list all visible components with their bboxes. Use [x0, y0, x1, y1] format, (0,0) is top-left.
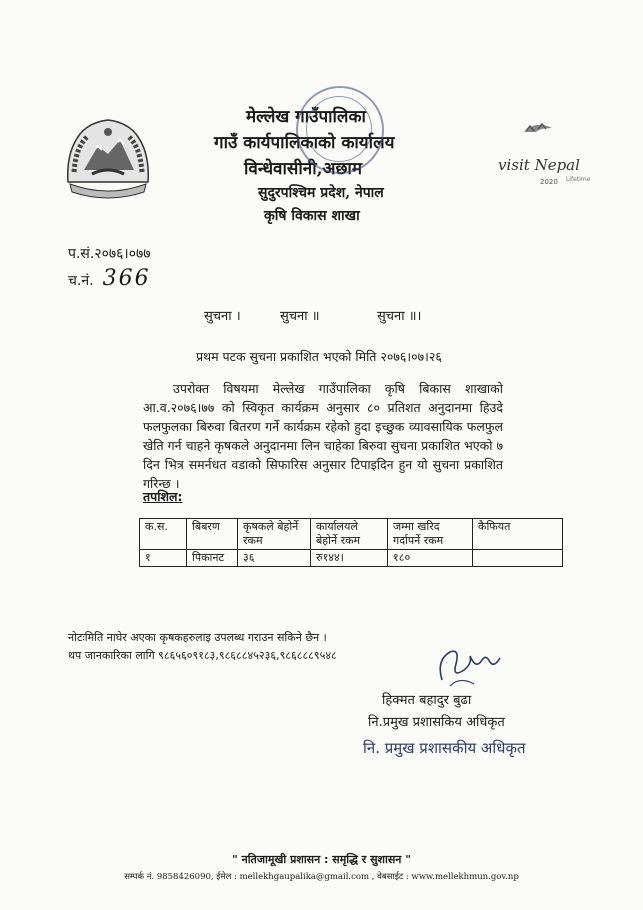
dispatch-number: च.नं. 366: [68, 266, 151, 291]
table-row: [140, 550, 563, 567]
office-section: कृषि विकास शाखा: [264, 208, 360, 224]
signatory-stamp: नि. प्रमुख प्रशासकीय अधिकृत: [363, 739, 526, 757]
office-name: मेल्लेख गाउँपालिका: [246, 107, 366, 127]
nepal-emblem: [58, 112, 158, 200]
notice-body: उपरोक्त विषयमा मेल्लेख गाउँपालिका कृषि बिकास शाखाको आ.व.२०७६।७७ को स्विकृत कार्यक्रम अनुसार ८० प्रतिशत अनुदानमा हिउदे फलफुलका बिरुवा बितरण गर्ने कार्यक्रम रहेको हुदा इच्छुक व्यावसायिक फलफुल खेति गर्न चाहने कृषकले अनुदानमा लिन चाहेका बिरुवा सुचना प्रकाशित भएको ७ दिन भित्र समर्नधत वडाको सिफारिस अनुसार टिपाइदिन हुन यो सुचना प्रकाशित गरिन्छ ।: [143, 381, 503, 491]
table-cell: १: [140, 550, 187, 567]
visit-nepal-logo: visit Nepal 2020 Lifetime: [496, 118, 596, 190]
table-header-cell: जम्मा खरिद गर्दापर्ने रकम: [388, 519, 473, 550]
table-cell: [473, 550, 563, 567]
table-header-row: [140, 519, 563, 550]
office-subtitle: गाउँ कार्यपालिकाको कार्यालय: [214, 133, 395, 153]
signature: [430, 640, 510, 690]
notice-title-3: सुचना ॥।: [377, 309, 422, 324]
note-contact: थप जानकारिका लागि ९८६५६०९१८३,९८६८८४५२३६,९८६८८८९५४८: [68, 649, 337, 662]
table-cell: रु१४४।: [311, 550, 388, 567]
table-header-cell: क.स.: [140, 519, 187, 550]
table-header-cell: कृषकले बेहोर्ने रकम: [238, 519, 311, 550]
signatory-title: नि.प्रमुख प्रशासकिय अधिकृत: [368, 715, 505, 730]
dispatch-number-value: 366: [102, 266, 151, 291]
notice-subject: प्रथम पटक सुचना प्रकाशित भएको मिति २०७६।०७।२६: [196, 349, 442, 364]
table-cell: पिकानट: [187, 550, 238, 567]
details-heading: तपशिल:: [143, 489, 183, 504]
table-cell: १८०: [388, 550, 473, 567]
note-deadline: नोटःमिति नाघेर अएका कृषकहरुलाइ उपलब्ध गराउन सकिने छैन ।: [68, 631, 327, 644]
office-province: सुदुरपश्चिम प्रदेश, नेपाल: [258, 185, 384, 201]
table-header-cell: कार्यालयले बेहोर्ने रकम: [311, 519, 388, 550]
office-seal: [296, 86, 384, 174]
reference-number: प.सं.२०७६।०७७: [68, 246, 151, 262]
table-header-cell: बिबरण: [187, 519, 238, 550]
table-cell: ३६: [238, 550, 311, 567]
notice-title-1: सुचना ।: [204, 309, 241, 324]
footer-contact: सम्पर्क नं. 9858426090, ईमेल : mellekhgaupalika@gmail.com , वेबसाईट : www.mellekhmun.gov.np: [124, 872, 519, 882]
footer-motto: " नतिजामूखी प्रशासन : समृद्धि र सुशासन ": [232, 853, 411, 866]
office-location: विन्धेवासीनी,अछाम: [244, 159, 362, 179]
signatory-name: हिक्मत बहादुर बुढा: [382, 693, 472, 708]
details-table: [139, 518, 563, 567]
table-header-cell: कैफियत: [473, 519, 563, 550]
notice-title-2: सुचना ॥: [280, 309, 320, 324]
